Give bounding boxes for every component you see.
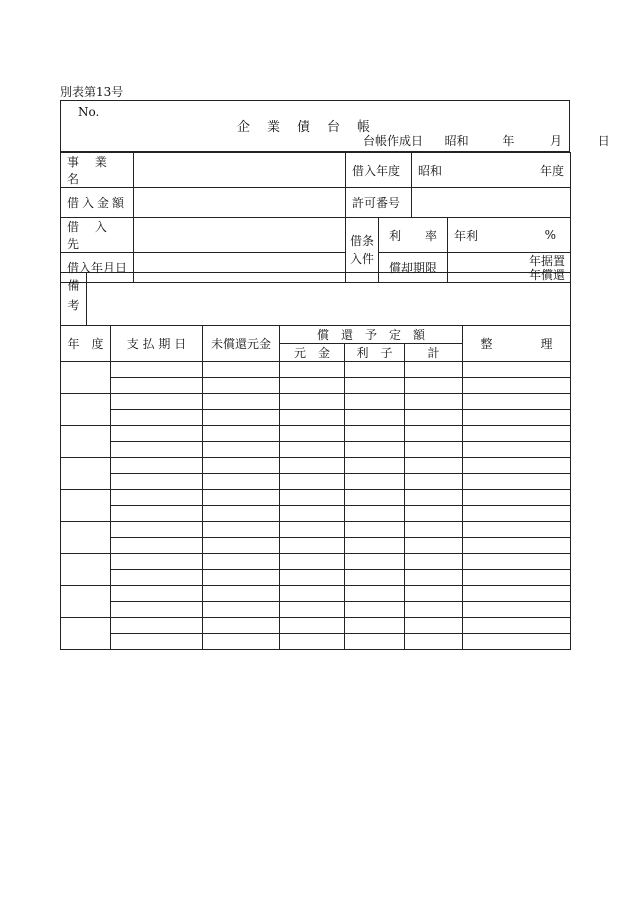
- principal-cell[interactable]: [280, 618, 345, 634]
- payment-date-cell[interactable]: [111, 490, 203, 506]
- number-label: No.: [78, 105, 100, 119]
- total-cell[interactable]: [405, 426, 463, 442]
- borrow-amount-label: 借入金額: [61, 188, 134, 218]
- interest-cell[interactable]: [345, 570, 405, 586]
- payment-date-cell[interactable]: [111, 538, 203, 554]
- day-unit: 日: [597, 134, 610, 148]
- unpaid-principal-cell[interactable]: [203, 554, 280, 570]
- table-row: [61, 426, 571, 442]
- repayment-schedule-table: [60, 325, 571, 650]
- unpaid-principal-cell[interactable]: [203, 410, 280, 426]
- total-cell[interactable]: [405, 618, 463, 634]
- adjustment-cell[interactable]: [463, 602, 571, 618]
- percent-sign: %: [544, 228, 557, 242]
- principal-cell[interactable]: [280, 634, 345, 650]
- interest-cell[interactable]: [345, 362, 405, 378]
- principal-cell[interactable]: [280, 458, 345, 474]
- borrow-year-label: 借入年度: [346, 153, 412, 188]
- total-cell[interactable]: [405, 458, 463, 474]
- table-row: [61, 458, 571, 474]
- adjustment-cell[interactable]: [463, 618, 571, 634]
- column-header-payment-date: 支 払 期 日: [111, 326, 203, 362]
- table-row: [61, 634, 571, 650]
- principal-cell[interactable]: [280, 554, 345, 570]
- permit-number-label: 許可番号: [346, 188, 412, 218]
- total-cell[interactable]: [405, 362, 463, 378]
- project-name-field[interactable]: [134, 153, 346, 188]
- payment-date-cell[interactable]: [111, 554, 203, 570]
- principal-cell[interactable]: [280, 490, 345, 506]
- adjustment-cell[interactable]: [463, 474, 571, 490]
- unpaid-principal-cell[interactable]: [203, 394, 280, 410]
- total-cell[interactable]: [405, 474, 463, 490]
- adjustment-cell[interactable]: [463, 410, 571, 426]
- table-row: [61, 474, 571, 490]
- payment-date-cell[interactable]: [111, 618, 203, 634]
- total-cell[interactable]: [405, 570, 463, 586]
- unpaid-principal-cell[interactable]: [203, 506, 280, 522]
- table-row: [61, 442, 571, 458]
- deferment-years: 年据置: [529, 253, 566, 268]
- unpaid-principal-cell[interactable]: [203, 490, 280, 506]
- permit-number-field[interactable]: [412, 188, 571, 218]
- table-row: [61, 554, 571, 570]
- unpaid-principal-cell[interactable]: [203, 378, 280, 394]
- total-cell[interactable]: [405, 634, 463, 650]
- adjustment-cell[interactable]: [463, 538, 571, 554]
- interest-rate-label: 利 率: [379, 218, 448, 253]
- payment-date-cell[interactable]: [111, 410, 203, 426]
- fiscal-year-unit: 年度: [540, 163, 565, 178]
- payment-date-cell[interactable]: [111, 506, 203, 522]
- unpaid-principal-cell[interactable]: [203, 618, 280, 634]
- table-row: [61, 394, 571, 410]
- table-row: [61, 618, 571, 634]
- unpaid-principal-cell[interactable]: [203, 442, 280, 458]
- total-cell[interactable]: [405, 442, 463, 458]
- unpaid-principal-cell[interactable]: [203, 426, 280, 442]
- year-cell[interactable]: [61, 522, 111, 554]
- adjustment-cell[interactable]: [463, 378, 571, 394]
- table-row: [61, 538, 571, 554]
- payment-date-cell[interactable]: [111, 474, 203, 490]
- table-row: [61, 522, 571, 538]
- total-cell[interactable]: [405, 538, 463, 554]
- unpaid-principal-cell[interactable]: [203, 570, 280, 586]
- total-cell[interactable]: [405, 378, 463, 394]
- interest-cell[interactable]: [345, 394, 405, 410]
- form-number: 別表第13号: [60, 85, 124, 99]
- adjustment-cell[interactable]: [463, 442, 571, 458]
- lender-label: 借 入 先: [61, 218, 134, 253]
- interest-cell[interactable]: [345, 474, 405, 490]
- adjustment-cell[interactable]: [463, 586, 571, 602]
- unpaid-principal-cell[interactable]: [203, 602, 280, 618]
- principal-cell[interactable]: [280, 602, 345, 618]
- remarks-label: 備考: [61, 273, 87, 326]
- interest-cell[interactable]: [345, 554, 405, 570]
- year-cell[interactable]: [61, 586, 111, 618]
- adjustment-cell[interactable]: [463, 362, 571, 378]
- principal-cell[interactable]: [280, 522, 345, 538]
- borrow-year-era: 昭和: [418, 163, 443, 178]
- interest-cell[interactable]: [345, 538, 405, 554]
- year-cell[interactable]: [61, 458, 111, 490]
- table-row: [61, 378, 571, 394]
- column-header-adjustment: 整 理: [463, 326, 571, 362]
- total-cell[interactable]: [405, 394, 463, 410]
- adjustment-cell[interactable]: [463, 490, 571, 506]
- principal-cell[interactable]: [280, 586, 345, 602]
- interest-cell[interactable]: [345, 490, 405, 506]
- column-header-year: 年 度: [61, 326, 111, 362]
- principal-cell[interactable]: [280, 538, 345, 554]
- total-cell[interactable]: [405, 410, 463, 426]
- year-cell[interactable]: [61, 426, 111, 458]
- unpaid-principal-cell[interactable]: [203, 474, 280, 490]
- table-row: [61, 586, 571, 602]
- payment-date-cell[interactable]: [111, 458, 203, 474]
- table-row: [61, 362, 571, 378]
- adjustment-cell[interactable]: [463, 634, 571, 650]
- interest-cell[interactable]: [345, 634, 405, 650]
- total-cell[interactable]: [405, 490, 463, 506]
- payment-date-cell[interactable]: [111, 362, 203, 378]
- year-unit: 年: [502, 134, 515, 148]
- remarks-table: [60, 272, 571, 326]
- payment-date-cell[interactable]: [111, 442, 203, 458]
- interest-cell[interactable]: [345, 458, 405, 474]
- interest-cell[interactable]: [345, 586, 405, 602]
- unpaid-principal-cell[interactable]: [203, 458, 280, 474]
- interest-cell[interactable]: [345, 618, 405, 634]
- created-date-label: 台帳作成日: [363, 134, 424, 148]
- table-row: [61, 570, 571, 586]
- payment-date-cell[interactable]: [111, 602, 203, 618]
- principal-cell[interactable]: [280, 362, 345, 378]
- unpaid-principal-cell[interactable]: [203, 538, 280, 554]
- table-row: [61, 490, 571, 506]
- adjustment-cell[interactable]: [463, 394, 571, 410]
- borrow-year-field[interactable]: [412, 153, 571, 188]
- payment-date-cell[interactable]: [111, 394, 203, 410]
- unpaid-principal-cell[interactable]: [203, 362, 280, 378]
- borrow-amount-field[interactable]: [134, 188, 346, 218]
- principal-cell[interactable]: [280, 426, 345, 442]
- month-unit: 月: [550, 134, 563, 148]
- year-cell[interactable]: [61, 362, 111, 394]
- table-row: [61, 410, 571, 426]
- total-cell[interactable]: [405, 602, 463, 618]
- creation-date-line: [363, 135, 610, 147]
- unpaid-principal-cell[interactable]: [203, 634, 280, 650]
- repayment-term-label: 償却期限: [379, 253, 448, 283]
- page-title: 企業債台帳: [237, 120, 388, 135]
- year-cell[interactable]: [61, 618, 111, 650]
- year-cell[interactable]: [61, 554, 111, 586]
- interest-cell[interactable]: [345, 442, 405, 458]
- total-cell[interactable]: [405, 554, 463, 570]
- annual-interest-label: 年利: [454, 228, 479, 243]
- created-era: 昭和: [444, 134, 469, 148]
- interest-cell[interactable]: [345, 522, 405, 538]
- loan-conditions-label: 借条 入件: [346, 218, 379, 283]
- principal-cell[interactable]: [280, 394, 345, 410]
- loan-info-table: [60, 152, 571, 283]
- borrow-date-label: 借入年月日: [61, 253, 134, 283]
- project-name-label: 事 業 名: [61, 153, 134, 188]
- table-row: [61, 506, 571, 522]
- principal-cell[interactable]: [280, 410, 345, 426]
- adjustment-cell[interactable]: [463, 458, 571, 474]
- year-cell[interactable]: [61, 490, 111, 522]
- total-cell[interactable]: [405, 506, 463, 522]
- column-header-principal: 元 金: [280, 344, 345, 362]
- payment-date-cell[interactable]: [111, 522, 203, 538]
- ledger-header: [60, 100, 610, 152]
- principal-cell[interactable]: [280, 506, 345, 522]
- payment-date-cell[interactable]: [111, 586, 203, 602]
- payment-date-cell[interactable]: [111, 426, 203, 442]
- interest-cell[interactable]: [345, 426, 405, 442]
- payment-date-cell[interactable]: [111, 378, 203, 394]
- repayment-years: 年償還: [529, 267, 566, 282]
- column-header-planned-repayment: 償 還 予 定 額: [280, 326, 463, 344]
- column-header-total: 計: [405, 344, 463, 362]
- payment-date-cell[interactable]: [111, 634, 203, 650]
- unpaid-principal-cell[interactable]: [203, 522, 280, 538]
- principal-cell[interactable]: [280, 378, 345, 394]
- principal-cell[interactable]: [280, 474, 345, 490]
- unpaid-principal-cell[interactable]: [203, 586, 280, 602]
- column-header-interest: 利 子: [345, 344, 405, 362]
- adjustment-cell[interactable]: [463, 522, 571, 538]
- year-cell[interactable]: [61, 394, 111, 426]
- interest-rate-field[interactable]: [448, 218, 571, 253]
- interest-cell[interactable]: [345, 506, 405, 522]
- principal-cell[interactable]: [280, 442, 345, 458]
- interest-cell[interactable]: [345, 410, 405, 426]
- principal-cell[interactable]: [280, 570, 345, 586]
- payment-date-cell[interactable]: [111, 570, 203, 586]
- adjustment-cell[interactable]: [463, 506, 571, 522]
- adjustment-cell[interactable]: [463, 426, 571, 442]
- total-cell[interactable]: [405, 522, 463, 538]
- table-row: [61, 602, 571, 618]
- interest-cell[interactable]: [345, 378, 405, 394]
- adjustment-cell[interactable]: [463, 570, 571, 586]
- adjustment-cell[interactable]: [463, 554, 571, 570]
- column-header-unpaid-principal: 未償還元金: [203, 326, 280, 362]
- interest-cell[interactable]: [345, 602, 405, 618]
- lender-field[interactable]: [134, 218, 346, 253]
- remarks-field[interactable]: [87, 273, 571, 326]
- total-cell[interactable]: [405, 586, 463, 602]
